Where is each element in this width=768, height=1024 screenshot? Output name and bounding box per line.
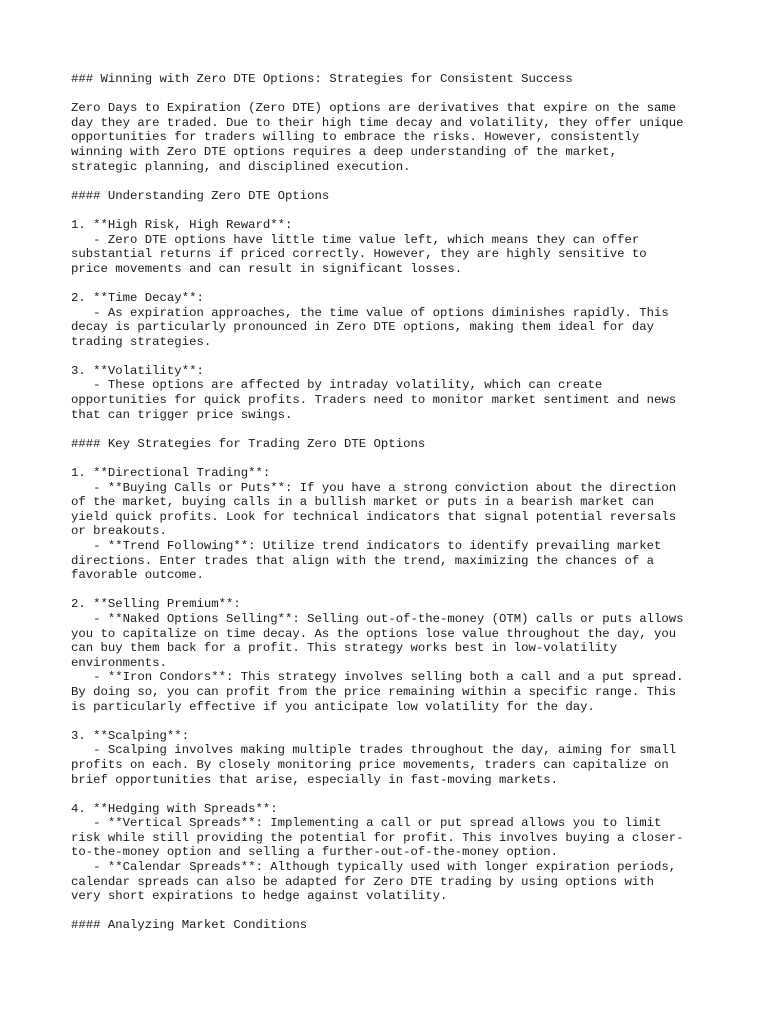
blank-line <box>71 174 711 189</box>
body-line: Zero Days to Expiration (Zero DTE) options are derivatives that expire on the same <box>71 101 677 116</box>
blank-line <box>71 583 711 598</box>
body-line: very short expirations to hedge against volatility. <box>71 889 448 904</box>
list-item-heading: 4. **Hedging with Spreads**: <box>71 801 278 816</box>
list-item-heading: 3. **Scalping**: <box>71 728 190 743</box>
body-line: yield quick profits. Look for technical indicators that signal potential reversals <box>71 509 677 524</box>
blank-line <box>71 422 711 437</box>
bullet-line: - **Iron Condors**: This strategy involves selling both a call and a put spread. <box>71 670 684 685</box>
section-heading: #### Understanding Zero DTE Options <box>71 188 330 203</box>
list-item-heading: 2. **Selling Premium**: <box>71 597 241 612</box>
bullet-line: - **Vertical Spreads**: Implementing a call or put spread allows you to limit <box>71 816 662 831</box>
section-heading: #### Analyzing Market Conditions <box>71 918 308 933</box>
blank-line <box>71 904 711 919</box>
body-line: or breakouts. <box>71 524 167 539</box>
body-line: price movements and can result in significant losses. <box>71 261 463 276</box>
body-line: decay is particularly pronounced in Zero DTE options, making them ideal for day <box>71 320 654 335</box>
body-line: day they are traded. Due to their high time decay and volatility, they offer unique <box>71 115 684 130</box>
body-line: of the market, buying calls in a bullish market or puts in a bearish market can <box>71 495 654 510</box>
body-line: By doing so, you can profit from the price remaining within a specific range. This <box>71 684 677 699</box>
body-line: substantial returns if priced correctly. However, they are highly sensitive to <box>71 247 647 262</box>
body-line: strategic planning, and disciplined execution. <box>71 159 411 174</box>
blank-line <box>71 349 711 364</box>
list-item-heading: 1. **Directional Trading**: <box>71 466 271 481</box>
body-line: that can trigger price swings. <box>71 407 293 422</box>
blank-line <box>71 87 711 102</box>
body-line: profits on each. By closely monitoring price movements, traders can capitalize on <box>71 757 669 772</box>
body-line: trading strategies. <box>71 334 212 349</box>
blank-line <box>71 787 711 802</box>
bullet-line: - These options are affected by intraday volatility, which can create <box>71 378 603 393</box>
blank-line <box>71 451 711 466</box>
blank-line <box>71 276 711 291</box>
body-line: risk while still providing the potential for profit. This involves buying a closer- <box>71 830 684 845</box>
bullet-line: - As expiration approaches, the time value of options diminishes rapidly. This <box>71 305 669 320</box>
body-line: directions. Enter trades that align with the trend, maximizing the chances of a <box>71 553 654 568</box>
bullet-line: - **Naked Options Selling**: Selling out-of-the-money (OTM) calls or puts allows <box>71 611 684 626</box>
document-page <box>71 72 711 933</box>
blank-line <box>71 203 711 218</box>
bullet-line: - **Buying Calls or Puts**: If you have a strong conviction about the direction <box>71 480 677 495</box>
body-line: environments. <box>71 655 167 670</box>
body-line: opportunities for traders willing to embrace the risks. However, consistently <box>71 130 640 145</box>
blank-line <box>71 714 711 729</box>
list-item-heading: 2. **Time Decay**: <box>71 290 204 305</box>
bullet-line: - **Trend Following**: Utilize trend indicators to identify prevailing market <box>71 539 662 553</box>
bullet-line: - Scalping involves making multiple trades throughout the day, aiming for small <box>71 743 677 758</box>
document-title: ### Winning with Zero DTE Options: Strategies for Consistent Success <box>71 72 573 86</box>
section-heading: #### Key Strategies for Trading Zero DTE Options <box>71 436 426 451</box>
list-item-heading: 3. **Volatility**: <box>71 363 204 378</box>
body-line: brief opportunities that arise, especially in fast-moving markets. <box>71 772 559 787</box>
body-line: calendar spreads can also be adapted for Zero DTE trading by using options with <box>71 874 654 889</box>
bullet-line: - Zero DTE options have little time value left, which means they can offer <box>71 232 640 247</box>
body-line: opportunities for quick profits. Traders need to monitor market sentiment and news <box>71 393 677 408</box>
list-item-heading: 1. **High Risk, High Reward**: <box>71 217 293 232</box>
body-line: you to capitalize on time decay. As the options lose value throughout the day, you <box>71 626 677 641</box>
bullet-line: - **Calendar Spreads**: Although typically used with longer expiration periods, <box>71 860 677 875</box>
body-line: is particularly effective if you anticipate low volatility for the day. <box>71 699 595 714</box>
body-line: favorable outcome. <box>71 568 204 583</box>
body-line: to-the-money option and selling a further-out-of-the-money option. <box>71 845 559 860</box>
body-line: can buy them back for a profit. This strategy works best in low-volatility <box>71 641 618 656</box>
body-line: winning with Zero DTE options requires a deep understanding of the market, <box>71 144 618 159</box>
